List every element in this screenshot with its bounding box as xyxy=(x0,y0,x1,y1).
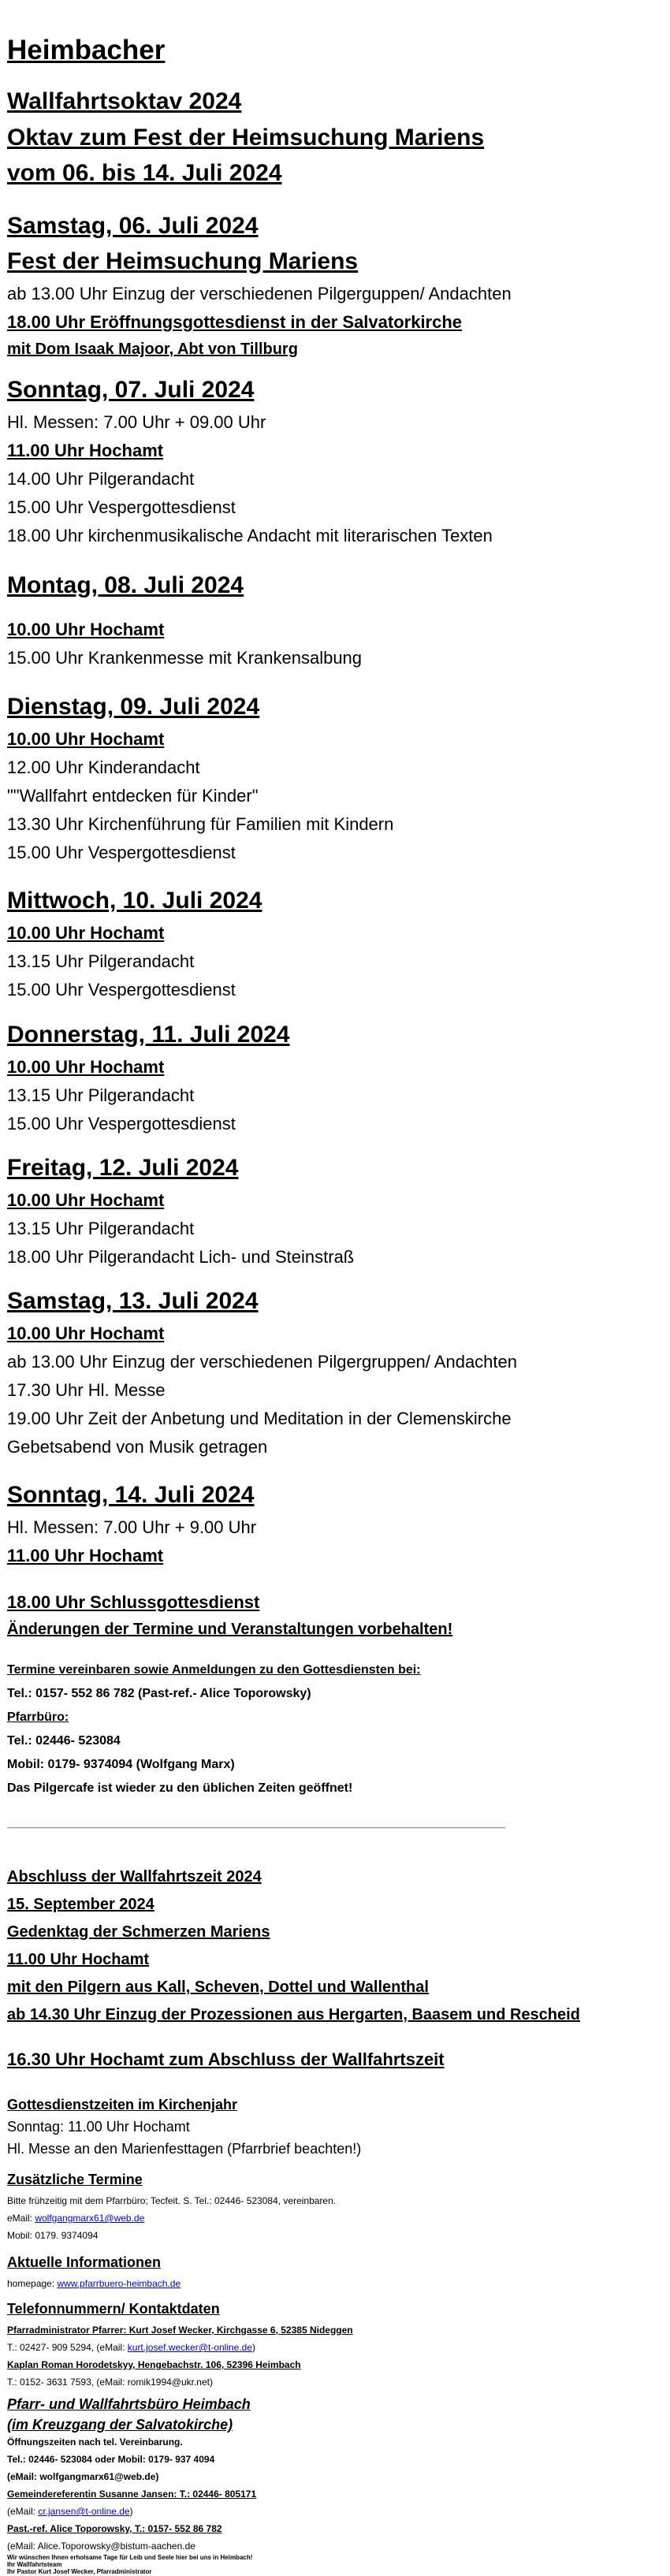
day-heading: Dienstag, 09. Juli 2024 xyxy=(7,694,260,720)
day-heading: Donnerstag, 11. Juli 2024 xyxy=(7,1022,290,1048)
contact-line: (eMail: wolfgangmarx61@web.de) xyxy=(7,2471,159,2482)
day-heading: Samstag, 06. Juli 2024 xyxy=(7,213,259,239)
section-heading: Zusätzliche Termine xyxy=(7,2172,143,2187)
schedule-line: ab 13.00 Uhr Einzug der verschiedenen Pilgerguppen/ Andachten xyxy=(7,284,512,303)
schedule-line-highlight: 10.00 Uhr Hochamt xyxy=(7,1190,165,1210)
contact-line: Mobil: 0179- 9374094 (Wolfgang Marx) xyxy=(7,1758,235,1771)
schedule-line-highlight: 11.00 Uhr Hochamt xyxy=(7,1546,164,1565)
section-heading: Gottesdienstzeiten im Kirchenjahr xyxy=(7,2097,238,2113)
homepage-link[interactable]: www.pfarrbuero-heimbach.de xyxy=(57,2278,181,2289)
email-link[interactable]: kurt.josef.wecker@t-online.de xyxy=(127,2342,253,2353)
closing-line: 11.00 Uhr Hochamt xyxy=(7,1951,150,1968)
schedule-line: 17.30 Uhr Hl. Messe xyxy=(7,1380,166,1400)
contact-heading: Pfarrbüro: xyxy=(7,1711,69,1724)
section-heading: Pfarr- und Wallfahrtsbüro Heimbach xyxy=(7,2396,251,2412)
schedule-line-highlight: 10.00 Uhr Hochamt xyxy=(7,729,165,749)
greeting-line: Ihr Wallfahrtsteam xyxy=(7,2561,62,2568)
closing-line: 15. September 2024 xyxy=(7,1896,154,1913)
contact-line: T.: 0152- 3631 7593, (eMail: romik1994@ukr.net) xyxy=(7,2377,213,2388)
contact-line: Tel.: 0157- 552 86 782 (Past-ref.- Alice Toporowsky) xyxy=(7,1687,311,1700)
email-link[interactable]: wolfgangmarx61@web.de xyxy=(35,2213,145,2224)
schedule-line: 13.30 Uhr Kirchenführung für Familien mit Kindern xyxy=(7,814,394,834)
contact-line: Gemeindereferentin Susanne Jansen: T.: 02446- 805171 xyxy=(7,2489,257,2500)
contact-heading: Termine vereinbaren sowie Anmeldungen zu den Gottesdiensten bei: xyxy=(7,1663,421,1677)
closing-line: ab 14.30 Uhr Einzug der Prozessionen aus Hergarten, Baasem und Rescheid xyxy=(7,2006,580,2023)
contact-line: Tel.: 02446- 523084 oder Mobil: 0179- 937 4094 xyxy=(7,2454,215,2465)
closing-line: mit den Pilgern aus Kall, Scheven, Dottel und Wallenthal xyxy=(7,1979,429,1996)
schedule-line: 13.15 Uhr Pilgerandacht xyxy=(7,951,195,971)
contact-line: Kaplan Roman Horodetskyy, Hengebachstr. 106, 52396 Heimbach xyxy=(7,2359,301,2370)
info-line: Sonntag: 11.00 Uhr Hochamt xyxy=(7,2119,190,2135)
page-date-range: vom 06. bis 14. Juli 2024 xyxy=(7,160,282,186)
closing-line: Gedenktag der Schmerzen Mariens xyxy=(7,1923,270,1941)
contact-line: (eMail: Alice.Toporowsky@bistum-aachen.de xyxy=(7,2541,195,2552)
schedule-line-highlight: 18.00 Uhr Eröffnungsgottesdienst in der Salvatorkirche xyxy=(7,312,463,332)
greeting-line: Wir wünschen Ihnen erholsame Tage für Leib und Seele hier bei uns in Heimbach! xyxy=(7,2554,253,2561)
contact-line: Pfarradministrator Pfarrer: Kurt Josef Wecker, Kirchgasse 6, 52385 Nideggen xyxy=(7,2325,353,2336)
contact-line: Das Pilgercafe ist wieder zu den üblichen Zeiten geöffnet! xyxy=(7,1781,353,1795)
section-subheading: (im Kreuzgang der Salvatokirche) xyxy=(7,2417,233,2433)
section-heading: Aktuelle Informationen xyxy=(7,2254,162,2270)
schedule-line: ab 13.00 Uhr Einzug der verschiedenen Pilgergruppen/ Andachten xyxy=(7,1352,518,1372)
schedule-line: 18.00 Uhr Pilgerandacht Lich- und Steinstraß xyxy=(7,1247,355,1267)
schedule-line: ""Wallfahrt entdecken für Kinder" xyxy=(7,786,259,806)
schedule-line: 18.00 Uhr kirchenmusikalische Andacht mit literarischen Texten xyxy=(7,526,493,545)
schedule-line: 13.15 Uhr Pilgerandacht xyxy=(7,1219,195,1238)
schedule-line: 15.00 Uhr Vespergottesdienst xyxy=(7,980,236,1000)
site-title: Heimbacher xyxy=(7,35,166,65)
contact-line: Tel.: 02446- 523084 xyxy=(7,1734,121,1748)
schedule-line: 14.00 Uhr Pilgerandacht xyxy=(7,469,195,489)
greeting-line: Ihr Pastor Kurt Josef Wecker, Pfarradministrator xyxy=(7,2568,152,2575)
schedule-line: 19.00 Uhr Zeit der Anbetung und Meditation in der Clemenskirche xyxy=(7,1409,512,1428)
schedule-line-highlight: mit Dom Isaak Majoor, Abt von Tillburg xyxy=(7,341,298,358)
email-link[interactable]: cr.jansen@t-online.de xyxy=(38,2506,130,2517)
day-heading: Mittwoch, 10. Juli 2024 xyxy=(7,888,262,914)
schedule-line-highlight: 10.00 Uhr Hochamt xyxy=(7,923,165,943)
info-line: Hl. Messe an den Marienfesttagen (Pfarrbrief beachten!) xyxy=(7,2141,362,2157)
schedule-line: Hl. Messen: 7.00 Uhr + 9.00 Uhr xyxy=(7,1517,257,1537)
notice-line: Änderungen der Termine und Veranstaltungen vorbehalten! xyxy=(7,1621,453,1638)
schedule-line: Hl. Messen: 7.00 Uhr + 09.00 Uhr xyxy=(7,412,266,432)
schedule-line-highlight: 10.00 Uhr Hochamt xyxy=(7,1057,165,1077)
schedule-line-highlight: 10.00 Uhr Hochamt xyxy=(7,1323,165,1343)
closing-line: 16.30 Uhr Hochamt zum Abschluss der Wallfahrtszeit xyxy=(7,2049,445,2069)
page-subheading: Oktav zum Fest der Heimsuchung Mariens xyxy=(7,125,485,151)
email-line: eMail: wolfgangmarx61@web.de xyxy=(7,2213,145,2224)
schedule-line: 12.00 Uhr Kinderandacht xyxy=(7,758,200,777)
email-line: T.: 02427- 909 5294, (eMail: kurt.josef.wecker@t-online.de) xyxy=(7,2342,256,2353)
info-line: Bitte frühzeitig mit dem Pfarrbüro; Tecfeit. S. Tel.: 02446- 523084, vereinbaren. xyxy=(7,2195,337,2206)
feast-heading: Fest der Heimsuchung Mariens xyxy=(7,248,359,274)
schedule-line: Gebetsabend von Musik getragen xyxy=(7,1437,268,1457)
contact-line: Past.-ref. Alice Toporowsky, T.: 0157- 552 86 782 xyxy=(7,2523,222,2534)
day-heading: Samstag, 13. Juli 2024 xyxy=(7,1288,259,1314)
schedule-line-highlight: 18.00 Uhr Schlussgottesdienst xyxy=(7,1592,260,1612)
schedule-line: 15.00 Uhr Vespergottesdienst xyxy=(7,497,236,517)
horizontal-divider xyxy=(7,1827,505,1829)
schedule-line: 15.00 Uhr Krankenmesse mit Krankensalbung xyxy=(7,648,363,668)
day-heading: Sonntag, 07. Juli 2024 xyxy=(7,377,255,403)
info-line: Mobil: 0179. 9374094 xyxy=(7,2230,99,2241)
section-heading: Telefonnummern/ Kontaktdaten xyxy=(7,2301,220,2317)
schedule-line-highlight: 10.00 Uhr Hochamt xyxy=(7,620,165,639)
schedule-line: 13.15 Uhr Pilgerandacht xyxy=(7,1085,195,1105)
page-heading: Wallfahrtsoktav 2024 xyxy=(7,88,242,114)
closing-heading: Abschluss der Wallfahrtszeit 2024 xyxy=(7,1868,262,1885)
schedule-line: 15.00 Uhr Vespergottesdienst xyxy=(7,1114,236,1134)
schedule-line-highlight: 11.00 Uhr Hochamt xyxy=(7,441,164,460)
day-heading: Freitag, 12. Juli 2024 xyxy=(7,1155,239,1181)
contact-line: Öffnungszeiten nach tel. Vereinbarung. xyxy=(7,2436,183,2448)
homepage-line: homepage: www.pfarrbuero-heimbach.de xyxy=(7,2278,181,2289)
schedule-line: 15.00 Uhr Vespergottesdienst xyxy=(7,843,236,862)
email-line: (eMail: cr.jansen@t-online.de) xyxy=(7,2506,133,2517)
day-heading: Sonntag, 14. Juli 2024 xyxy=(7,1482,255,1508)
day-heading: Montag, 08. Juli 2024 xyxy=(7,572,244,598)
